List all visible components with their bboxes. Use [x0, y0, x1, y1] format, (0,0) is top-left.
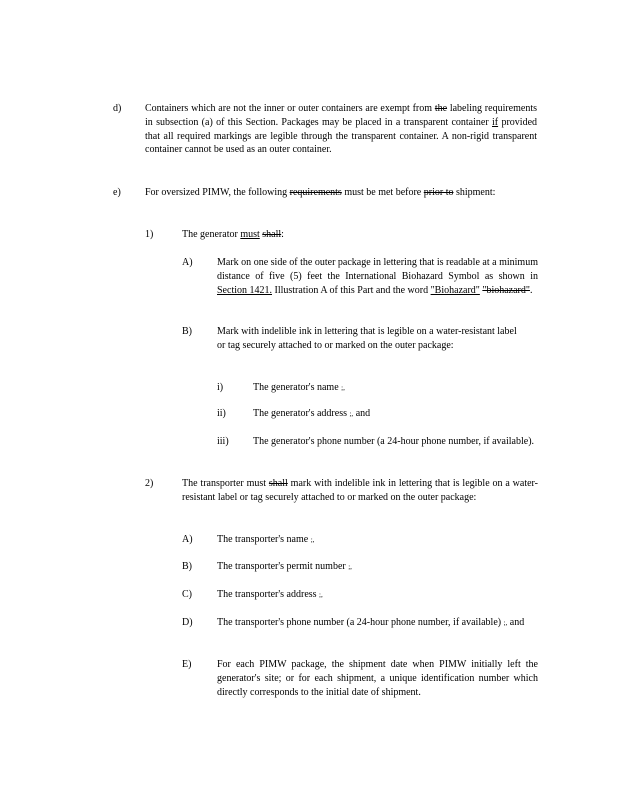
deleted-text-shall: shall — [262, 229, 282, 240]
deleted-text-the: the — [434, 103, 448, 114]
paragraph-e1b-i-text: The generator's name — [253, 382, 339, 393]
item-marker-e1b-i: i) — [217, 382, 224, 393]
paragraph-e2d-punct: ;, — [503, 619, 508, 627]
paragraph-e1b-iii — [253, 435, 538, 449]
item-marker-e1a: A) — [182, 257, 193, 268]
paragraph-e-text-3: shipment: — [453, 187, 496, 198]
paragraph-e1a-text-4: . — [529, 284, 533, 296]
item-marker-e1: 1) — [145, 229, 154, 240]
paragraph-d-text-3: provided that all required markings are legible through the transparent container. A non-rigid transparent container cannot be used as an outer container. — [145, 116, 538, 156]
paragraph-e1-text-3: : — [281, 229, 284, 240]
paragraph-e2c-punct: ;, — [319, 591, 323, 599]
paragraph-e1b — [217, 325, 527, 353]
item-marker-e2d: D) — [182, 617, 193, 628]
paragraph-e1b-iii-text: The generator's phone number (a 24-hour phone number, if available). — [253, 436, 535, 447]
paragraph-e — [145, 186, 537, 200]
paragraph-e1b-i-punct: ;, — [341, 384, 345, 392]
paragraph-e-text-1: For oversized PIMW, the following — [145, 187, 290, 198]
item-marker-e2a: A) — [182, 534, 193, 545]
paragraph-e1 — [182, 228, 537, 242]
paragraph-e2d-text: The transporter's phone number (a 24-hour phone number, if available) — [217, 617, 502, 628]
inserted-text-if: if — [492, 116, 499, 128]
paragraph-e2e-text: For each PIMW package, the shipment date when PIMW initially left the generator's site; or for each shipment, a unique identification number which directly corresponds to the initial date of shipment. — [217, 659, 538, 698]
paragraph-e2e — [217, 658, 538, 699]
paragraph-e2b-punct: ;, — [348, 563, 352, 571]
paragraph-e1-text-1: The generator — [182, 229, 241, 240]
paragraph-e1b-text: Mark with indelible ink in lettering that is legible on a water-resistant label or tag securely attached to or marked on the outer package: — [217, 326, 517, 351]
paragraph-e2d-tail: and — [507, 617, 525, 628]
item-marker-e1b: B) — [182, 326, 192, 337]
paragraph-e2-text-2: mark with indelible ink in lettering that is legible on a water-resistant label or tag securely attached to or marked on the outer package: — [182, 478, 538, 503]
inserted-text-biohazard: "Biohazard" — [430, 284, 480, 296]
item-marker-e2: 2) — [145, 478, 154, 489]
paragraph-e1a-text-1: Mark on one side of the outer package in lettering that is readable at a minimum distance of five (5) feet the International Biohazard Symbol as shown in — [217, 257, 538, 282]
paragraph-d-text-2: labeling requirements in subsection (a) of this Section. Packages may be placed in a transparent container — [145, 103, 538, 128]
item-marker-e2c: C) — [182, 589, 192, 600]
paragraph-e2 — [182, 477, 538, 505]
paragraph-e1b-ii-text: The generator's address — [253, 408, 347, 419]
paragraph-e1a-text-2: Illustration A of this Part and the word — [272, 284, 431, 296]
inserted-text-section: Section 1421. — [217, 284, 272, 296]
paragraph-e2-text-1: The transporter must — [182, 478, 269, 489]
paragraph-d-text-1: Containers which are not the inner or outer containers are exempt from — [145, 103, 435, 114]
paragraph-e1b-ii-tail: and — [353, 408, 371, 419]
item-marker-e1b-ii: ii) — [217, 408, 226, 419]
deleted-text-biohazard: "biohazard" — [482, 284, 530, 296]
deleted-text-shall-2: shall — [268, 478, 288, 489]
item-marker-e: e) — [113, 187, 121, 198]
item-marker-e2b: B) — [182, 561, 192, 572]
paragraph-e2a-punct: ;, — [310, 536, 315, 544]
paragraph-e2a — [217, 533, 537, 548]
deleted-text-prior-to: prior to — [423, 187, 454, 198]
deleted-text-requirements: requirements — [289, 187, 342, 198]
item-marker-d: d) — [113, 103, 122, 114]
paragraph-e2b — [217, 560, 537, 575]
paragraph-e2c-text: The transporter's address — [217, 589, 317, 600]
inserted-text-must: must — [240, 229, 260, 240]
item-marker-e2e: E) — [182, 659, 192, 670]
paragraph-e-text-2: must be met before — [341, 187, 424, 198]
item-marker-e1b-iii: iii) — [217, 436, 229, 447]
paragraph-e1b-i — [253, 381, 538, 396]
paragraph-e1a — [217, 256, 538, 297]
paragraph-e1b-ii-punct: ;, — [349, 410, 354, 418]
paragraph-e2b-text: The transporter's permit number — [217, 561, 346, 572]
paragraph-e1b-ii — [253, 407, 538, 422]
paragraph-e2c — [217, 588, 537, 603]
paragraph-d — [145, 102, 537, 157]
paragraph-e2d — [217, 616, 537, 631]
paragraph-e2a-text: The transporter's name — [217, 534, 309, 545]
